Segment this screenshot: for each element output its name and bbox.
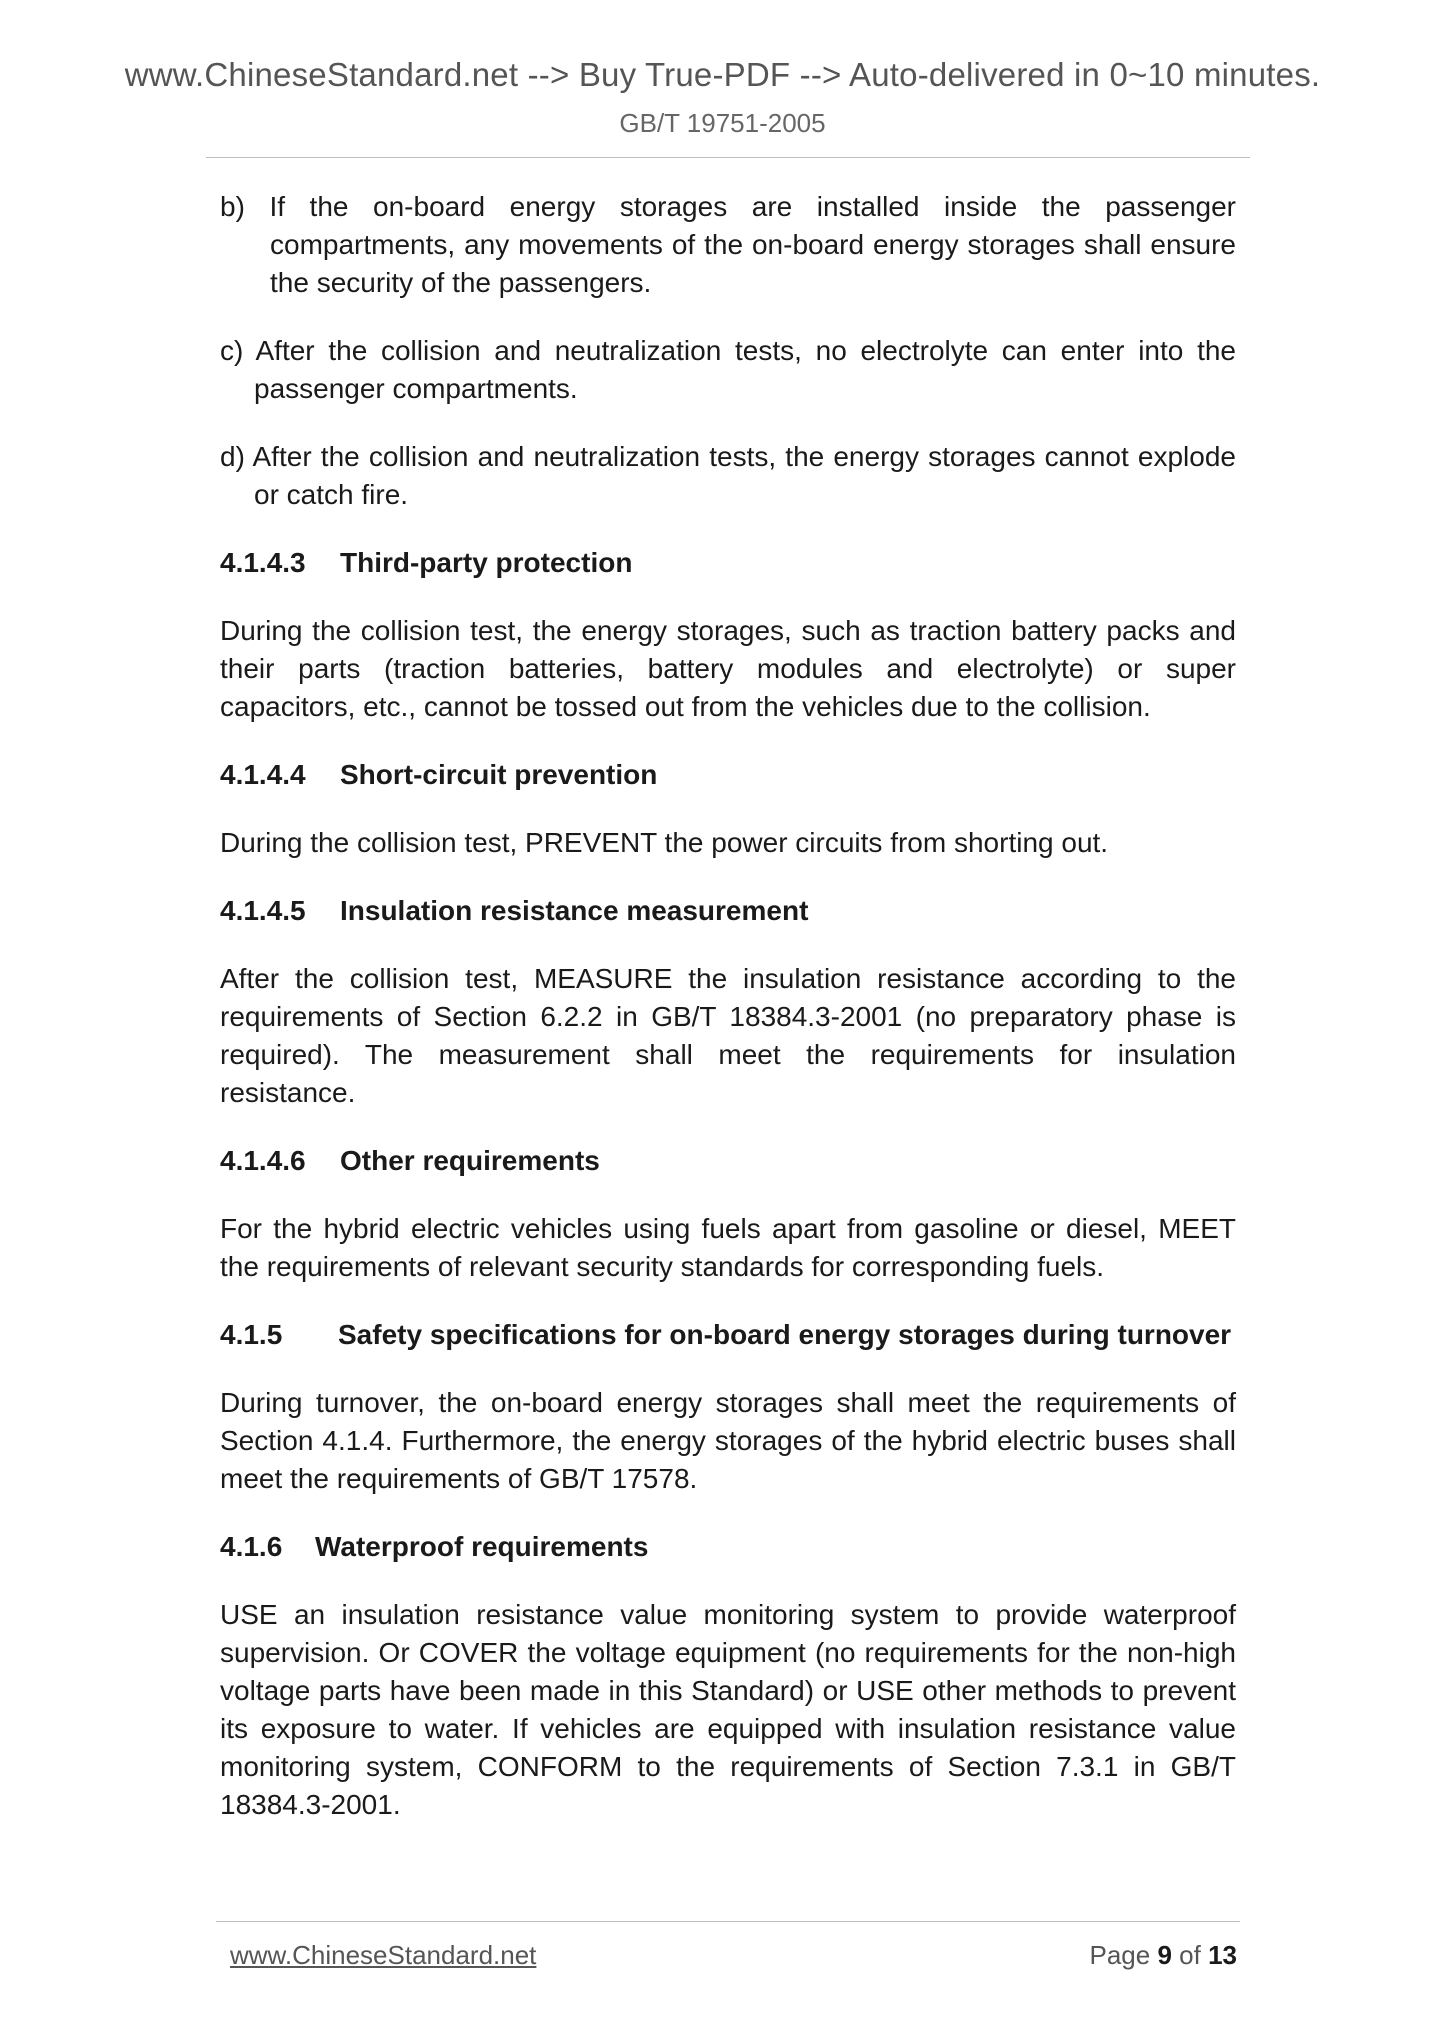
section-heading-4-1-6 (220, 1528, 1236, 1566)
section-number: 4.1.4.6 (220, 1145, 306, 1176)
section-text-4-1-4-5: After the collision test, MEASURE the insulation resistance according to the requirements of Section 6.2.2 in GB/T 18384.3-2001 (no preparatory phase is required). The measurement shall meet the requirements for insulation resistance. (220, 963, 1236, 1108)
total-pages-number: 13 (1208, 1940, 1237, 1970)
section-number: 4.1.4.4 (220, 759, 306, 790)
header-banner: www.ChineseStandard.net --> Buy True-PDF --> Auto-delivered in 0~10 minutes. (124, 56, 1321, 93)
section-title: Waterproof requirements (315, 1531, 649, 1562)
document-body (220, 188, 1236, 1854)
list-item-d: d) After the collision and neutralization tests, the energy storages cannot explode or catch fire. (220, 441, 1236, 510)
page-word: Page (1089, 1940, 1151, 1970)
section-text-4-1-5: During turnover, the on-board energy storages shall meet the requirements of Section 4.1.4. Furthermore, the energy storages of the hybrid electric buses shall meet the requirements of GB/T 17578. (220, 1387, 1236, 1494)
footer-divider (216, 1921, 1240, 1922)
section-heading-4-1-4-3 (220, 544, 1236, 582)
section-heading-4-1-4-5 (220, 892, 1236, 930)
section-text-4-1-6: USE an insulation resistance value monitoring system to provide waterproof supervision. Or COVER the voltage equipment (no requirements for the non-high voltage parts have been made in this Standard) or USE other methods to prevent its exposure to water. If vehicles are equipped with insulation resistance value monitoring system, CONFORM to the requirements of Section 7.3.1 in GB/T 18384.3-2001. (220, 1599, 1236, 1820)
section-number: 4.1.6 (220, 1531, 283, 1562)
of-word: of (1179, 1940, 1201, 1970)
list-item-b: b) If the on-board energy storages are installed inside the passenger compartments, any movements of the on-board energy storages shall ensure the security of the passengers. (220, 191, 1236, 298)
section-title: Safety specifications for on-board energy storages during turnover (338, 1319, 1232, 1350)
section-number: 4.1.4.3 (220, 547, 306, 578)
section-title: Short-circuit prevention (340, 759, 658, 790)
header-divider (206, 157, 1250, 158)
section-number: 4.1.5 (220, 1319, 283, 1350)
section-heading-4-1-4-6 (220, 1142, 1236, 1180)
section-title: Other requirements (340, 1145, 600, 1176)
page-indicator (1089, 1940, 1237, 1971)
section-number: 4.1.4.5 (220, 895, 306, 926)
document-id: GB/T 19751-2005 (619, 108, 826, 138)
section-heading-4-1-4-4 (220, 756, 1236, 794)
section-text-4-1-4-3: During the collision test, the energy storages, such as traction battery packs and their parts (traction batteries, battery modules and electrolyte) or super capacitors, etc., cannot be tossed out from the vehicles due to the collision. (220, 615, 1236, 722)
list-item-c: c) After the collision and neutralization tests, no electrolyte can enter into the passenger compartments. (220, 335, 1236, 404)
section-title: Third-party protection (340, 547, 633, 578)
section-title: Insulation resistance measurement (340, 895, 809, 926)
section-text-4-1-4-6: For the hybrid electric vehicles using fuels apart from gasoline or diesel, MEET the requirements of relevant security standards for corresponding fuels. (220, 1213, 1236, 1282)
section-heading-4-1-5 (220, 1316, 1236, 1354)
footer-website-link[interactable]: www.ChineseStandard.net (230, 1940, 537, 1970)
current-page-number: 9 (1157, 1940, 1172, 1970)
section-text-4-1-4-4: During the collision test, PREVENT the power circuits from shorting out. (220, 827, 1109, 858)
